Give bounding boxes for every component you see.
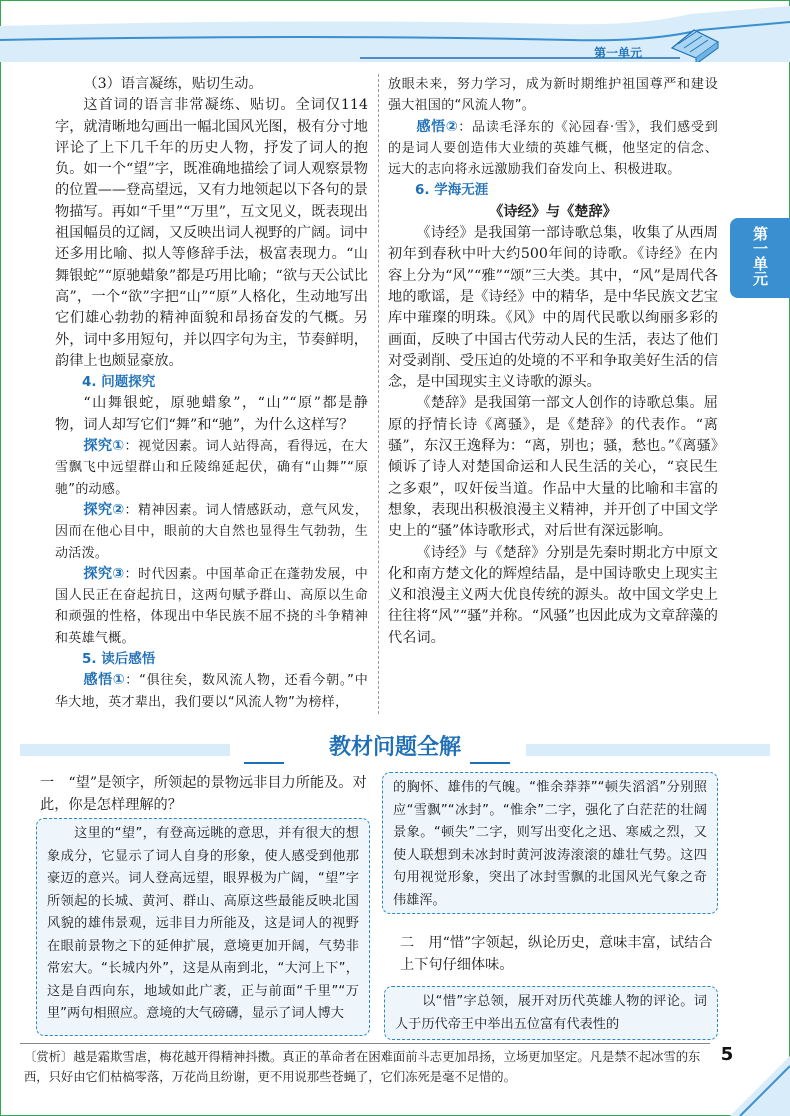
section-heading: 5. 读后感悟	[82, 651, 156, 668]
header-decoration	[0, 0, 790, 62]
answer-text: 这里的“望”，有登高远眺的意思，并有很大的想象成分，它显示了词人自身的形象，使人感受到他那豪迈的意兴。词人登高远望，眼界极为广阔，“望”字所领起的长城、黄河、群山、高原这些最能反映北国风貌的雄伟景观，远非目力所能及，这是词人的视野在眼前景物之下的延伸扩展，意境更加开阔，气势非常宏大。“长城内外”，这是从南到北，“大河上下”，这是自西向东，地域如此广袤，正与前面“千里”“万里”两句相照应。意境的大气磅礴，显示了词人博大	[47, 826, 359, 1021]
insight-item	[388, 117, 718, 181]
unit-label: 第一单元	[594, 46, 643, 60]
insight-text: ：“俱往矣，数风流人物，还看今朝。”中华大地，英才辈出，我们要以“风流人物”为榜样，	[55, 673, 369, 710]
explore-item	[55, 436, 368, 500]
page-number: 5	[720, 1044, 734, 1065]
section-heading: 4. 问题探究	[82, 374, 156, 391]
explore-tag: 探究③	[83, 565, 125, 582]
title-band	[526, 744, 770, 756]
paragraph: 《楚辞》是我国第一部文人创作的诗歌总集。屈原的抒情长诗《离骚》，是《楚辞》的代表作。“离骚”，东汉王逸释为：“离，别也；骚，愁也。”《离骚》倾诉了诗人对楚国命运和人民生活的关心，“哀民生之多艰”，叹奸佞当道。作品中大量的比喻和丰富的想象，表现出积极浪漫主义精神，并开创了中国文学史上的“骚”体诗歌形式，对后世有深远影响。	[388, 395, 718, 540]
insight-tag: 感悟①	[83, 672, 126, 689]
explore-text: ：视觉因素。词人站得高，看得远，在大雪飘飞中远望群山和丘陵绵延起伏，确有“山舞”“原驰”的动感。	[55, 439, 368, 497]
question-1: 一 “望”是领字，所领起的景物远非目力所能及。对此，你是怎样理解的？	[40, 775, 367, 813]
insight-text: 放眼未来，努力学习，成为新时期维护祖国尊严和建设强大祖国的“风流人物”。	[388, 77, 718, 114]
footer-rule	[20, 1043, 710, 1044]
paragraph: （3）语言凝练，贴切生动。	[83, 76, 263, 92]
paragraph: 《诗经》是我国第一部诗歌总集，收集了从西周初年到春秋中叶大约500年间的诗歌。《诗经》在内容上分为“风”“雅”“颂”三大类。其中，“风”是周代各地的歌谣，是《诗经》中的精华，是中华民族文艺宝库中璀璨的明珠。《风》中的周代民歌以绚丽多彩的画面，反映了中国古代劳动人民的生活，表达了他们对受剥削、受压迫的处境的不平和争取美好生活的信念，是中国现实主义诗歌的源头。	[388, 225, 718, 391]
footer-appreciation-note: 〔赏析〕越是霜欺雪虐，梅花越开得精神抖擞。真正的革命者在困难面前斗志更加昂扬，立场更加坚定。凡是禁不起冰雪的东西，只好由它们枯槁零落，万花尚且纷谢，更不用说那些苍蝇了，它们冻死是毫不足惜的。	[24, 1050, 701, 1084]
title-rule-left	[244, 762, 284, 764]
explore-tag: 探究①	[83, 438, 125, 455]
answer-1-box	[36, 818, 370, 1036]
paragraph: 《诗经》与《楚辞》分别是先秦时期北方中原文化和南方楚文化的辉煌结晶，是中国诗歌史上现实主义和浪漫主义两大优良传统的源头。故中国文学史上往往将“风”“骚”并称。“风骚”也因此成为文章辞藻的代名词。	[388, 544, 718, 646]
explore-text: ：精神因素。词人情感跃动，意气风发，因而在他心目中，眼前的大自然也显得生气勃勃，生动活泼。	[55, 502, 368, 561]
right-column	[388, 74, 718, 649]
paragraph: “山舞银蛇，原驰蜡象”，“山”“原”都是静物，词人却写它们“舞”和“驰”，为什么这样写？	[55, 395, 368, 433]
insight-text: ：品读毛泽东的《沁园春·雪》，我们感受到的是词人要创造伟大业绩的英雄气概，他坚定的信念、远大的志向将永远激励我们奋发向上、积极进取。	[388, 119, 719, 178]
section-title: 教材问题全解	[328, 735, 461, 760]
title-band	[20, 744, 230, 756]
explore-item	[55, 500, 368, 564]
explore-text: ：时代因素。中国革命正在蓬勃发展，中国人民正在奋起抗日，这两句赋予群山、高原以生命和顽强的性格，体现出中华民族不屈不挠的斗争精神和英雄气概。	[55, 566, 368, 646]
answer-1-continued-box	[382, 772, 718, 914]
answer-2-box	[384, 986, 718, 1040]
left-column	[55, 74, 368, 713]
insight-continued	[388, 74, 718, 117]
answer-text: 以“惜”字总领，展开对历代英雄人物的评论。词人于历代帝王中举出五位富有代表性的	[395, 994, 707, 1032]
answer-text: 的胸怀、雄伟的气魄。“惟余莽莽”“顿失滔滔”分别照应“雪飘”“冰封”。“惟余”二字，强化了白茫茫的壮阔景象。“顿失”二字，则写出变化之迅、寒威之烈，又使人联想到未冰封时黄河波涛滚滚的雄壮气势。这四句用视觉形象，突出了冰封雪飘的北国风光气象之奇伟雄浑。	[393, 780, 707, 908]
title-rule-right	[470, 762, 510, 764]
corner-decoration-icon	[730, 1056, 790, 1116]
paragraph: 这首词的语言非常凝练、贴切。全词仅114字，就清晰地勾画出一幅北国风光图，极有分寸地评论了上下几千年的历史人物，抒发了词人的抱负。如一个“望”字，既准确地描绘了词人观察景物的位置——登高望远，又有力地领起以下各句的景物描写。再如“千里”“万里”，互文见义，既表现出祖国幅员的辽阔，又反映出词人视野的广阔。词中还多用比喻、拟人等修辞手法，极富表现力。“山舞银蛇”“原驰蜡象”都是巧用比喻；“欲与天公试比高”，一个“欲”字把“山”“原”人格化，生动地写出它们雄心勃勃的精神面貌和昂扬奋发的气概。另外，词中多用短句，并以四字句为主，节奏鲜明，韵律上也颇显豪放。	[55, 97, 368, 369]
subheading: 《诗经》与《楚辞》	[489, 203, 617, 220]
column-divider	[378, 74, 379, 714]
insight-item	[55, 670, 368, 713]
explore-item	[55, 564, 368, 649]
section-heading: 6. 学海无涯	[415, 182, 489, 199]
side-tab-text: 第一单元	[751, 226, 769, 286]
explore-tag: 探究②	[83, 501, 125, 518]
unit-side-tab	[730, 218, 790, 298]
insight-tag: 感悟②	[416, 118, 459, 135]
question-2: 二 用“惜”字领起，纵论历史，意味丰富，试结合上下句仔细体味。	[400, 935, 713, 973]
section-title-bar	[0, 726, 790, 766]
